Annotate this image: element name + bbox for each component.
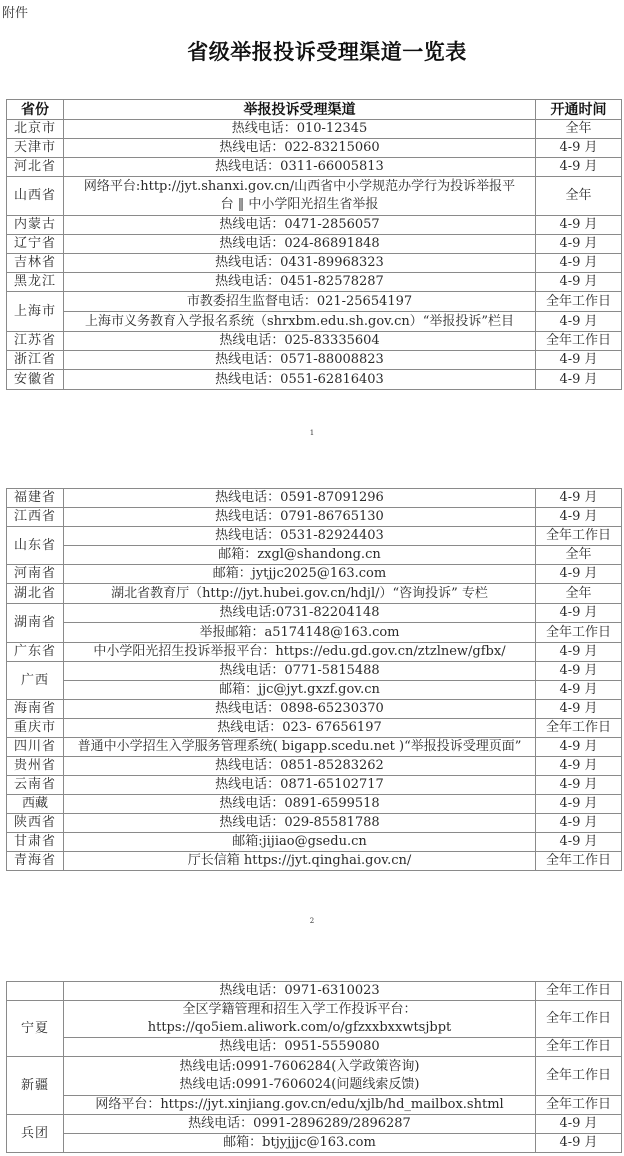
province-cell: 云南省 <box>7 776 64 795</box>
table-row <box>7 757 622 776</box>
channel-table-page-1 <box>6 99 622 390</box>
province-cell: 山西省 <box>7 177 64 216</box>
period-cell: 4-9 月 <box>536 833 622 852</box>
channel-cell: 网络平台：https://jyt.xinjiang.gov.cn/edu/xjlb/hd_mailbox.shtml <box>64 1096 536 1115</box>
channel-line: https://qo5iem.aliwork.com/o/gfzxxbxxwtsjbpt <box>147 1020 452 1035</box>
table-row <box>7 158 622 177</box>
province-cell: 辽宁省 <box>7 235 64 254</box>
channel-cell: 热线电话：0851-85283262 <box>64 757 536 776</box>
channel-cell: 热线电话：029-85581788 <box>64 814 536 833</box>
province-cell: 江西省 <box>7 508 64 527</box>
table-row <box>7 351 622 370</box>
province-cell: 广西 <box>7 662 64 700</box>
channel-cell: 热线电话：0971-6310023 <box>64 982 536 1001</box>
table-row <box>7 235 622 254</box>
channel-line: 热线电话:0991-7606024(问题线索反馈) <box>179 1077 420 1092</box>
table-row <box>7 139 622 158</box>
period-cell: 全年工作日 <box>536 1001 622 1038</box>
period-cell: 4-9 月 <box>536 681 622 700</box>
period-cell: 4-9 月 <box>536 370 622 390</box>
attachment-label: 附件 <box>2 6 29 21</box>
period-cell: 全年 <box>536 120 622 139</box>
province-cell: 山东省 <box>7 527 64 565</box>
table-row <box>7 332 622 351</box>
channel-cell: 热线电话：0311-66005813 <box>64 158 536 177</box>
table-row <box>7 852 622 871</box>
period-cell: 4-9 月 <box>536 139 622 158</box>
table-row <box>7 814 622 833</box>
header-channel: 举报投诉受理渠道 <box>64 100 536 120</box>
header-province: 省份 <box>7 100 64 120</box>
table-row <box>7 719 622 738</box>
province-cell: 贵州省 <box>7 757 64 776</box>
channel-cell: 热线电话：0431-89968323 <box>64 254 536 273</box>
channel-table-page-3 <box>6 981 622 1153</box>
period-cell: 全年 <box>536 546 622 565</box>
channel-cell: 邮箱:jijiao@gsedu.cn <box>64 833 536 852</box>
channel-cell: 热线电话：0771-5815488 <box>64 662 536 681</box>
channel-cell: 热线电话：0591-87091296 <box>64 489 536 508</box>
period-cell: 4-9 月 <box>536 700 622 719</box>
province-cell: 湖北省 <box>7 584 64 604</box>
channel-cell <box>64 1001 536 1038</box>
table-row <box>7 120 622 139</box>
period-cell: 4-9 月 <box>536 312 622 332</box>
province-cell: 黑龙江 <box>7 273 64 292</box>
table-row <box>7 738 622 757</box>
province-cell: 浙江省 <box>7 351 64 370</box>
period-cell: 4-9 月 <box>536 216 622 235</box>
channel-cell: 热线电话：023- 67656197 <box>64 719 536 738</box>
period-cell: 全年工作日 <box>536 527 622 546</box>
period-cell: 4-9 月 <box>536 757 622 776</box>
table-row <box>7 273 622 292</box>
province-cell <box>7 982 64 1001</box>
table-row <box>7 584 622 604</box>
table-row <box>7 1134 622 1153</box>
table-row <box>7 662 622 681</box>
period-cell: 4-9 月 <box>536 1115 622 1134</box>
period-cell: 4-9 月 <box>536 158 622 177</box>
province-cell: 吉林省 <box>7 254 64 273</box>
province-cell: 安徽省 <box>7 370 64 390</box>
period-cell: 全年工作日 <box>536 852 622 871</box>
table-row <box>7 604 622 623</box>
table-row <box>7 776 622 795</box>
table-row <box>7 1096 622 1115</box>
channel-cell: 热线电话：025-83335604 <box>64 332 536 351</box>
province-cell: 河南省 <box>7 565 64 584</box>
channel-cell: 热线电话：0531-82924403 <box>64 527 536 546</box>
province-cell: 四川省 <box>7 738 64 757</box>
channel-cell: 热线电话：0451-82578287 <box>64 273 536 292</box>
province-cell: 重庆市 <box>7 719 64 738</box>
province-cell: 西藏 <box>7 795 64 814</box>
table-header-row <box>7 100 622 120</box>
table-row <box>7 1038 622 1057</box>
header-period: 开通时间 <box>536 100 622 120</box>
table-row <box>7 565 622 584</box>
channel-cell: 热线电话：0891-6599518 <box>64 795 536 814</box>
channel-cell: 热线电话：024-86891848 <box>64 235 536 254</box>
province-cell: 海南省 <box>7 700 64 719</box>
table-row <box>7 643 622 662</box>
channel-cell: 热线电话：022-83215060 <box>64 139 536 158</box>
period-cell: 4-9 月 <box>536 814 622 833</box>
period-cell: 4-9 月 <box>536 738 622 757</box>
channel-cell: 热线电话：010-12345 <box>64 120 536 139</box>
period-cell: 全年工作日 <box>536 1096 622 1115</box>
channel-cell: 邮箱：btjyjjjc@163.com <box>64 1134 536 1153</box>
channel-cell: 中小学阳光招生投诉举报平台：https://edu.gd.gov.cn/ztzlnew/gfbx/ <box>64 643 536 662</box>
period-cell: 4-9 月 <box>536 776 622 795</box>
channel-line: 全区学籍管理和招生入学工作投诉平台： <box>182 1002 417 1017</box>
channel-cell: 热线电话：0991-2896289/2896287 <box>64 1115 536 1134</box>
table-row <box>7 681 622 700</box>
table-row <box>7 508 622 527</box>
table-row <box>7 292 622 312</box>
period-cell: 4-9 月 <box>536 604 622 623</box>
period-cell: 4-9 月 <box>536 273 622 292</box>
province-cell: 北京市 <box>7 120 64 139</box>
channel-line: 网络平台:http://jyt.shanxi.gov.cn/山西省中小学规范办学行为投诉举报平 <box>83 179 516 194</box>
channel-line: 台 ‖ 中小学阳光招生省举报 <box>220 197 379 212</box>
table-row <box>7 1115 622 1134</box>
province-cell: 湖南省 <box>7 604 64 643</box>
province-cell: 上海市 <box>7 292 64 332</box>
table-row <box>7 1001 622 1038</box>
channel-cell: 热线电话：0571-88008823 <box>64 351 536 370</box>
channel-cell: 邮箱：jjc@jyt.gxzf.gov.cn <box>64 681 536 700</box>
channel-cell: 邮箱：zxgl@shandong.cn <box>64 546 536 565</box>
channel-table-page-2 <box>6 488 622 871</box>
table-row <box>7 1057 622 1096</box>
period-cell: 全年工作日 <box>536 332 622 351</box>
period-cell: 4-9 月 <box>536 643 622 662</box>
table-row <box>7 700 622 719</box>
channel-cell: 热线电话：0791-86765130 <box>64 508 536 527</box>
province-cell: 天津市 <box>7 139 64 158</box>
period-cell: 全年工作日 <box>536 623 622 643</box>
province-cell: 青海省 <box>7 852 64 871</box>
channel-cell <box>64 177 536 216</box>
channel-cell: 热线电话：0551-62816403 <box>64 370 536 390</box>
table-row <box>7 795 622 814</box>
period-cell: 4-9 月 <box>536 235 622 254</box>
period-cell: 4-9 月 <box>536 565 622 584</box>
period-cell: 4-9 月 <box>536 662 622 681</box>
table-row <box>7 254 622 273</box>
province-cell: 广东省 <box>7 643 64 662</box>
period-cell: 4-9 月 <box>536 254 622 273</box>
channel-cell: 市教委招生监督电话：021-25654197 <box>64 292 536 312</box>
channel-cell: 湖北省教育厅（http://jyt.hubei.gov.cn/hdjl/）“咨询投诉” 专栏 <box>64 584 536 604</box>
channel-cell: 热线电话：0471-2856057 <box>64 216 536 235</box>
table-row <box>7 177 622 216</box>
channel-cell: 上海市义务教育入学报名系统（shrxbm.edu.sh.gov.cn）“举报投诉”栏目 <box>64 312 536 332</box>
province-cell: 宁夏 <box>7 1001 64 1057</box>
province-cell: 新疆 <box>7 1057 64 1115</box>
province-cell: 江苏省 <box>7 332 64 351</box>
province-cell: 甘肃省 <box>7 833 64 852</box>
document-title: 省级举报投诉受理渠道一览表 <box>187 39 467 64</box>
period-cell: 全年工作日 <box>536 719 622 738</box>
channel-cell: 热线电话：0871-65102717 <box>64 776 536 795</box>
table-row <box>7 489 622 508</box>
province-cell: 陕西省 <box>7 814 64 833</box>
channel-cell: 热线电话：0898-65230370 <box>64 700 536 719</box>
period-cell: 4-9 月 <box>536 1134 622 1153</box>
province-cell: 福建省 <box>7 489 64 508</box>
province-cell: 兵团 <box>7 1115 64 1153</box>
period-cell: 4-9 月 <box>536 508 622 527</box>
period-cell: 全年 <box>536 584 622 604</box>
table-row <box>7 370 622 390</box>
channel-cell: 举报邮箱：a5174148@163.com <box>64 623 536 643</box>
table-row <box>7 527 622 546</box>
table-row <box>7 623 622 643</box>
channel-cell: 热线电话：0951-5559080 <box>64 1038 536 1057</box>
period-cell: 全年 <box>536 177 622 216</box>
channel-line: 热线电话:0991-7606284(入学政策咨询) <box>179 1059 420 1074</box>
table-row <box>7 833 622 852</box>
table-row <box>7 216 622 235</box>
channel-cell <box>64 1057 536 1096</box>
period-cell: 全年工作日 <box>536 292 622 312</box>
table-row <box>7 982 622 1001</box>
period-cell: 4-9 月 <box>536 795 622 814</box>
channel-cell: 普通中小学招生入学服务管理系统( bigapp.scedu.net )“举报投诉受理页面” <box>64 738 536 757</box>
period-cell: 4-9 月 <box>536 489 622 508</box>
period-cell: 全年工作日 <box>536 1038 622 1057</box>
channel-cell: 厅长信箱 https://jyt.qinghai.gov.cn/ <box>64 852 536 871</box>
page-number: 1 <box>309 429 315 437</box>
table-row <box>7 312 622 332</box>
table-row <box>7 546 622 565</box>
page-number: 2 <box>309 917 315 925</box>
channel-cell: 邮箱：jytjjc2025@163.com <box>64 565 536 584</box>
period-cell: 全年工作日 <box>536 1057 622 1096</box>
period-cell: 4-9 月 <box>536 351 622 370</box>
period-cell: 全年工作日 <box>536 982 622 1001</box>
channel-cell: 热线电话:0731-82204148 <box>64 604 536 623</box>
province-cell: 内蒙古 <box>7 216 64 235</box>
province-cell: 河北省 <box>7 158 64 177</box>
